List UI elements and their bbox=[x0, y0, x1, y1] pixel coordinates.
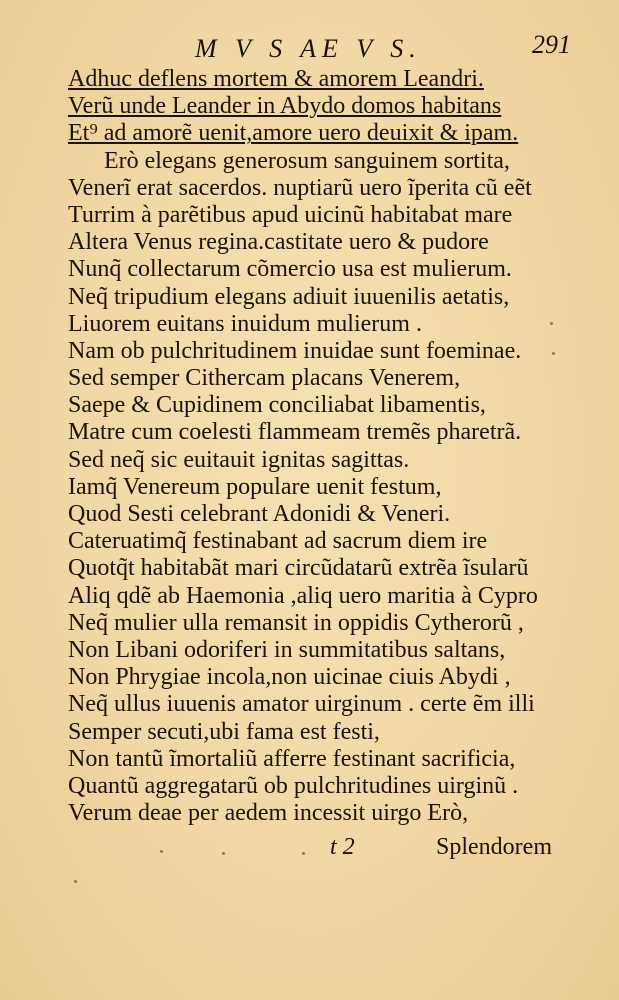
text-line: Non tantũ ĩmortaliũ afferre festinant sacrificia, bbox=[68, 745, 516, 772]
ink-speck bbox=[302, 852, 305, 855]
text-line: Saepe & Cupidinem conciliabat libamentis, bbox=[68, 392, 486, 419]
text-line: Liuorem euitans inuidum mulierum . bbox=[68, 310, 422, 337]
ink-speck bbox=[222, 852, 225, 855]
ink-speck bbox=[74, 880, 77, 883]
text-line: Neq̃ tripudium elegans adiuit iuuenilis aetatis, bbox=[68, 283, 510, 310]
text-line: Semper secuti,ubi fama est festi, bbox=[68, 718, 380, 745]
text-line: Quod Sesti celebrant Adonidi & Veneri. bbox=[68, 501, 451, 527]
text-line: Matre cum coelesti flammeam tremẽs pharetrã. bbox=[68, 419, 522, 446]
ink-speck bbox=[160, 850, 163, 853]
text-line: Et⁹ ad amorẽ uenit,amore uero deuixit & ipam. bbox=[68, 120, 519, 147]
text-line: Sed semper Cithercam placans Venerem, bbox=[68, 365, 461, 392]
running-head: M V S AE V S. bbox=[195, 34, 422, 63]
text-line: Erò elegans generosum sanguinem sortita, bbox=[104, 147, 510, 174]
text-line: Verum deae per aedem incessit uirgo Erò, bbox=[68, 800, 469, 827]
text-line: Neq̃ mulier ulla remansit in oppidis Cytherorũ , bbox=[68, 609, 524, 636]
page-number: 291 bbox=[532, 30, 571, 59]
text-line: Aliq qdẽ ab Haemonia ,aliq uero maritia à Cypro bbox=[68, 582, 538, 609]
text-line: Altera Venus regina.castitate uero & pudore bbox=[68, 229, 489, 256]
text-line: Sed neq̃ sic euitauit ignitas sagittas. bbox=[68, 446, 410, 473]
signature-mark: t 2 bbox=[330, 834, 355, 860]
text-line: Turrim à parẽtibus apud uicinũ habitabat mare bbox=[68, 201, 513, 228]
ink-speck bbox=[550, 322, 553, 325]
ink-speck bbox=[552, 352, 555, 355]
text-line: Neq̃ ullus iuuenis amator uirginum . certe ẽm illi bbox=[68, 691, 535, 718]
catchword: Splendorem bbox=[436, 834, 552, 860]
page-footer bbox=[0, 834, 619, 864]
text-line: Nam ob pulchritudinem inuidae sunt foeminae. bbox=[68, 337, 522, 364]
text-line: Cateruatimq̃ festinabant ad sacrum diem ire bbox=[68, 528, 488, 555]
text-line: Venerĩ erat sacerdos. nuptiarũ uero ĩperita cũ eẽt bbox=[68, 174, 532, 201]
text-line: Quantũ aggregatarũ ob pulchritudines uirginũ . bbox=[68, 772, 519, 799]
text-line: Non Libani odoriferi in summitatibus saltans, bbox=[68, 636, 506, 663]
text-line: Adhuc deflens mortem & amorem Leandri. bbox=[68, 66, 484, 92]
verse-text-block bbox=[68, 66, 588, 827]
text-line: Quotq̃t habitabãt mari circũdatarũ extrẽa ĩsularũ bbox=[68, 555, 529, 582]
text-line: Non Phrygiae incola,non uicinae ciuis Abydi , bbox=[68, 664, 511, 691]
text-line: Nunq̃ collectarum cõmercio usa est mulierum. bbox=[68, 256, 512, 283]
text-line: Verũ unde Leander in Abydo domos habitans bbox=[68, 93, 502, 120]
text-line: Iamq̃ Venereum populare uenit festum, bbox=[68, 473, 442, 500]
